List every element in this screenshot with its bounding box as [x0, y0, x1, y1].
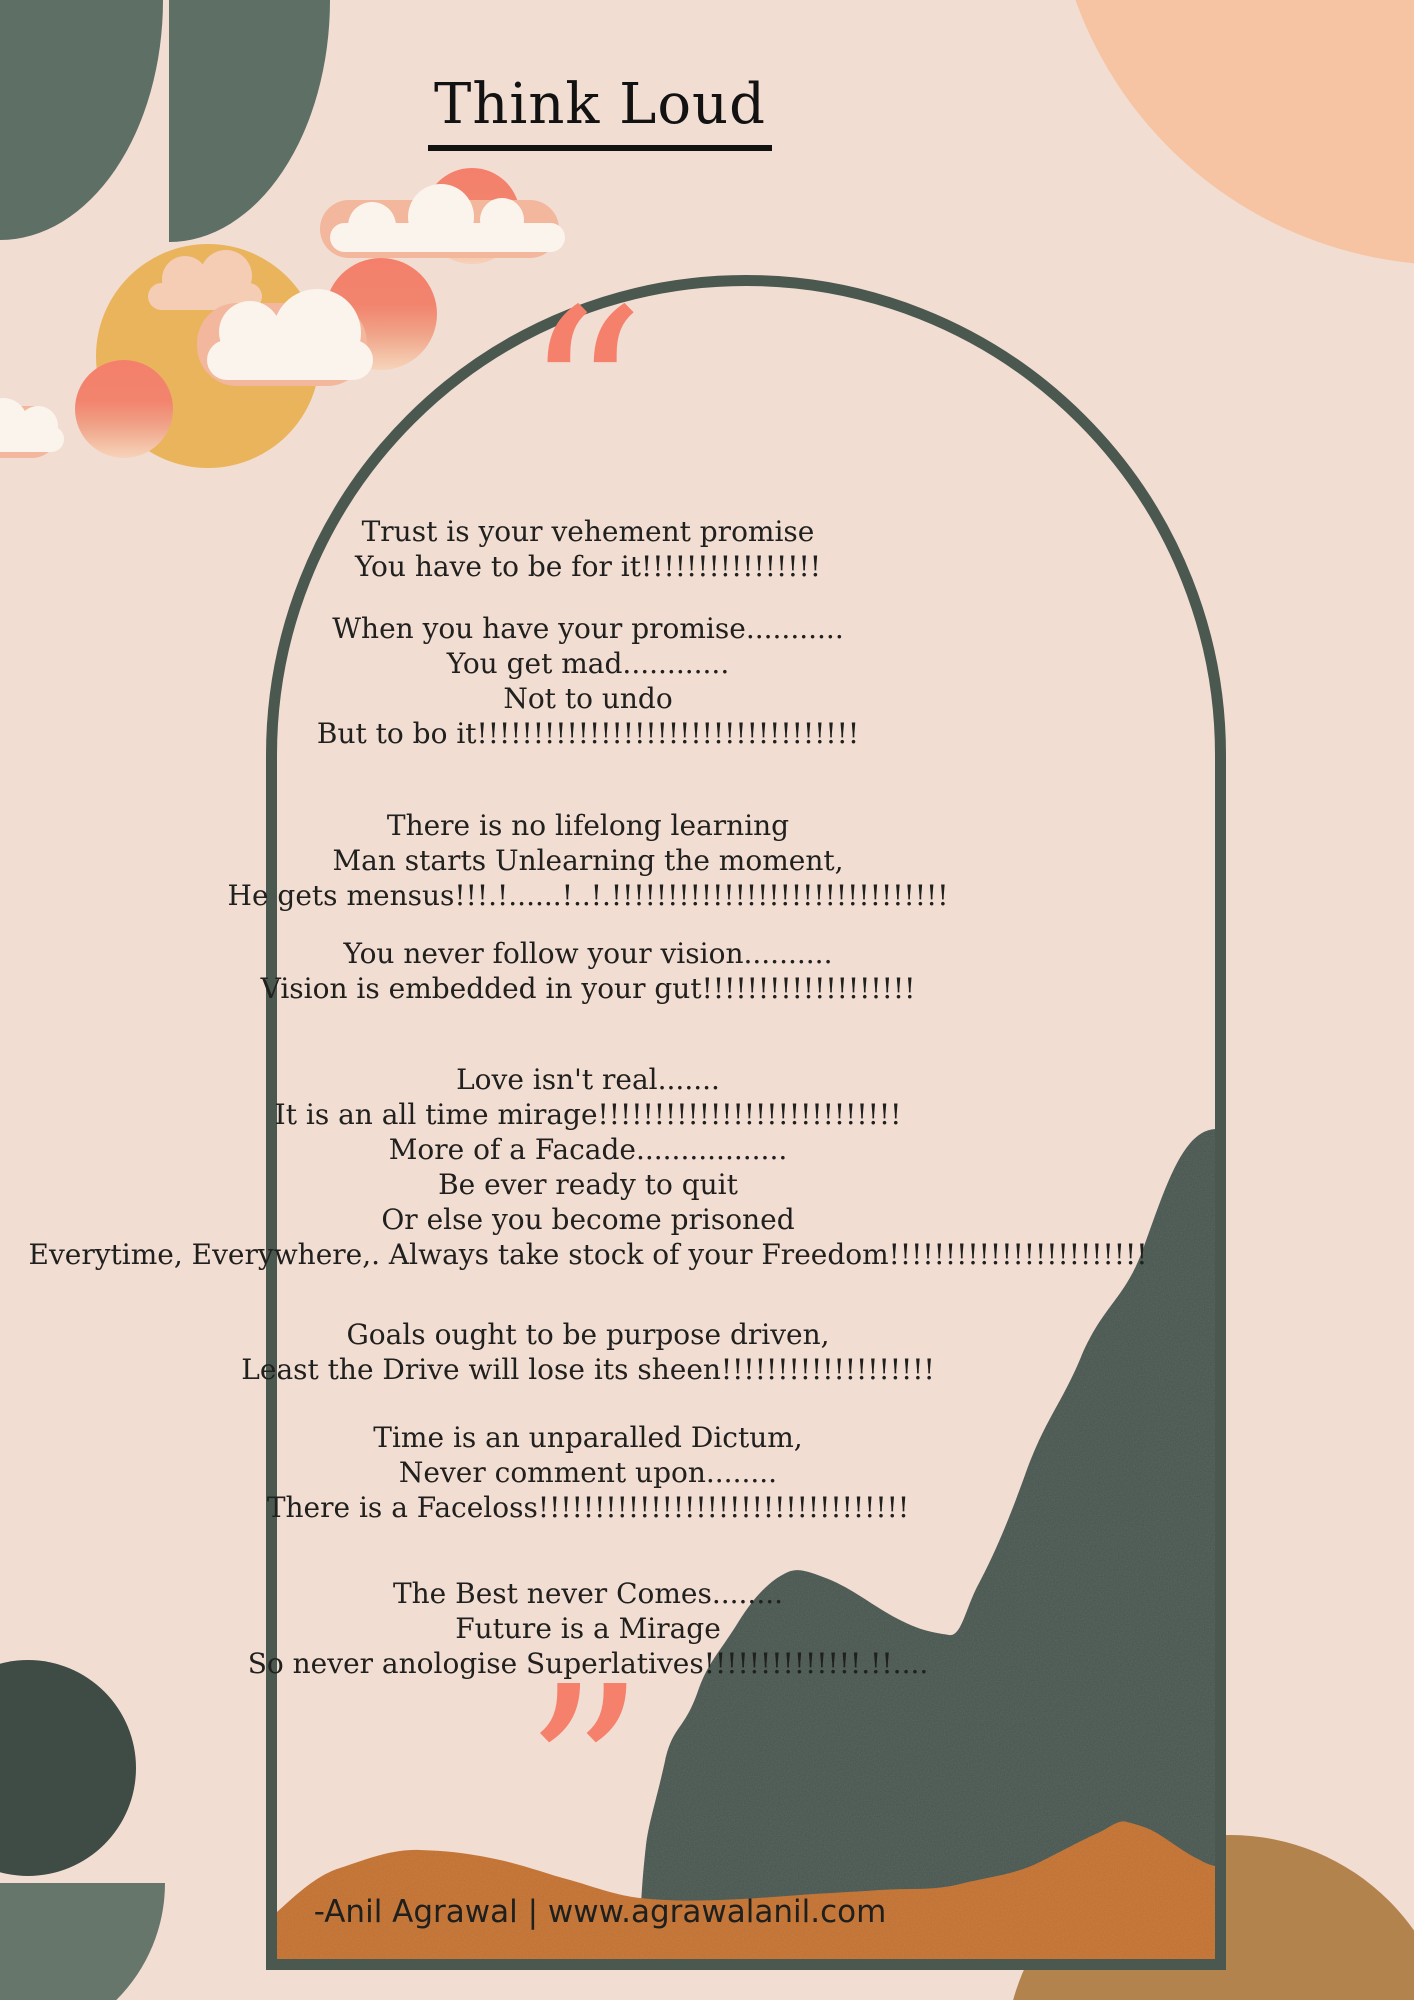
quote-line: Or else you become prisoned: [381, 1203, 795, 1236]
quote-line: More of a Facade.................: [388, 1133, 788, 1166]
quote-line: Not to undo: [503, 682, 673, 715]
quote-line: But to bo it!!!!!!!!!!!!!!!!!!!!!!!!!!!!!!!!!!: [316, 717, 860, 750]
cloud-middle: [207, 293, 373, 380]
quote-line: So never anologise Superlatives!!!!!!!!!!!!!!.!!....: [247, 1647, 929, 1680]
bottom-left-half-disc: [0, 1883, 165, 2000]
quote-block: [0, 1317, 1176, 1387]
cloud-bottom-left: [0, 396, 64, 452]
quote-line: You have to be for it!!!!!!!!!!!!!!!!: [354, 550, 821, 583]
quote-block: [0, 1576, 1176, 1681]
quote-block: [0, 611, 1176, 751]
quote-line: Never comment upon........: [398, 1456, 778, 1489]
quote-line: He gets mensus!!!.!......!..!.!!!!!!!!!!!!!!!!!!!!!!!!!!!!!!: [227, 879, 949, 912]
header: [0, 72, 1200, 151]
quote-block: [0, 936, 1176, 1006]
cloud-base: [0, 426, 64, 452]
quote-line: Everytime, Everywhere,. Always take stock of your Freedom!!!!!!!!!!!!!!!!!!!!!!!: [28, 1238, 1148, 1271]
cloud-top: [330, 190, 565, 252]
close-quote-icon: ”: [523, 1635, 646, 1915]
quote-line: When you have your promise...........: [332, 612, 844, 645]
quote-block: [0, 1420, 1176, 1525]
quote-block: [0, 808, 1176, 913]
quote-line: Future is a Mirage: [455, 1612, 721, 1645]
quote-line: Vision is embedded in your gut!!!!!!!!!!!!!!!!!!!: [260, 972, 916, 1005]
quote-line: You never follow your vision..........: [343, 937, 833, 970]
quote-line: Least the Drive will lose its sheen!!!!!!!!!!!!!!!!!!!: [241, 1353, 935, 1386]
cloud-base: [330, 223, 565, 252]
quote-block: [0, 1062, 1176, 1272]
open-quote-icon: “: [523, 258, 646, 538]
quote-line: There is no lifelong learning: [386, 809, 790, 842]
quote-line: Man starts Unlearning the moment,: [332, 844, 844, 877]
quote-line: You get mad............: [446, 647, 730, 680]
cloud-base: [207, 340, 373, 380]
quote-line: Trust is your vehement promise: [361, 515, 815, 548]
quote-line: Time is an unparalled Dictum,: [373, 1421, 803, 1454]
quote-line: It is an all time mirage!!!!!!!!!!!!!!!!!!!!!!!!!!!: [274, 1098, 902, 1131]
quote-line: Be ever ready to quit: [438, 1168, 738, 1201]
attribution-text: -Anil Agrawal | www.agrawalanil.com: [313, 1894, 887, 1930]
page-title: Think Loud: [428, 72, 772, 151]
coral-sun-dome-left: [75, 360, 173, 458]
quote-line: There is a Faceloss!!!!!!!!!!!!!!!!!!!!!!!!!!!!!!!!!: [266, 1491, 910, 1524]
quote-line: The Best never Comes........: [392, 1577, 784, 1610]
quote-line: Love isn't real.......: [456, 1063, 720, 1096]
bottom-left-dark-circle: [0, 1660, 136, 1876]
quote-block: [0, 514, 1176, 584]
quote-line: Goals ought to be purpose driven,: [346, 1318, 830, 1351]
